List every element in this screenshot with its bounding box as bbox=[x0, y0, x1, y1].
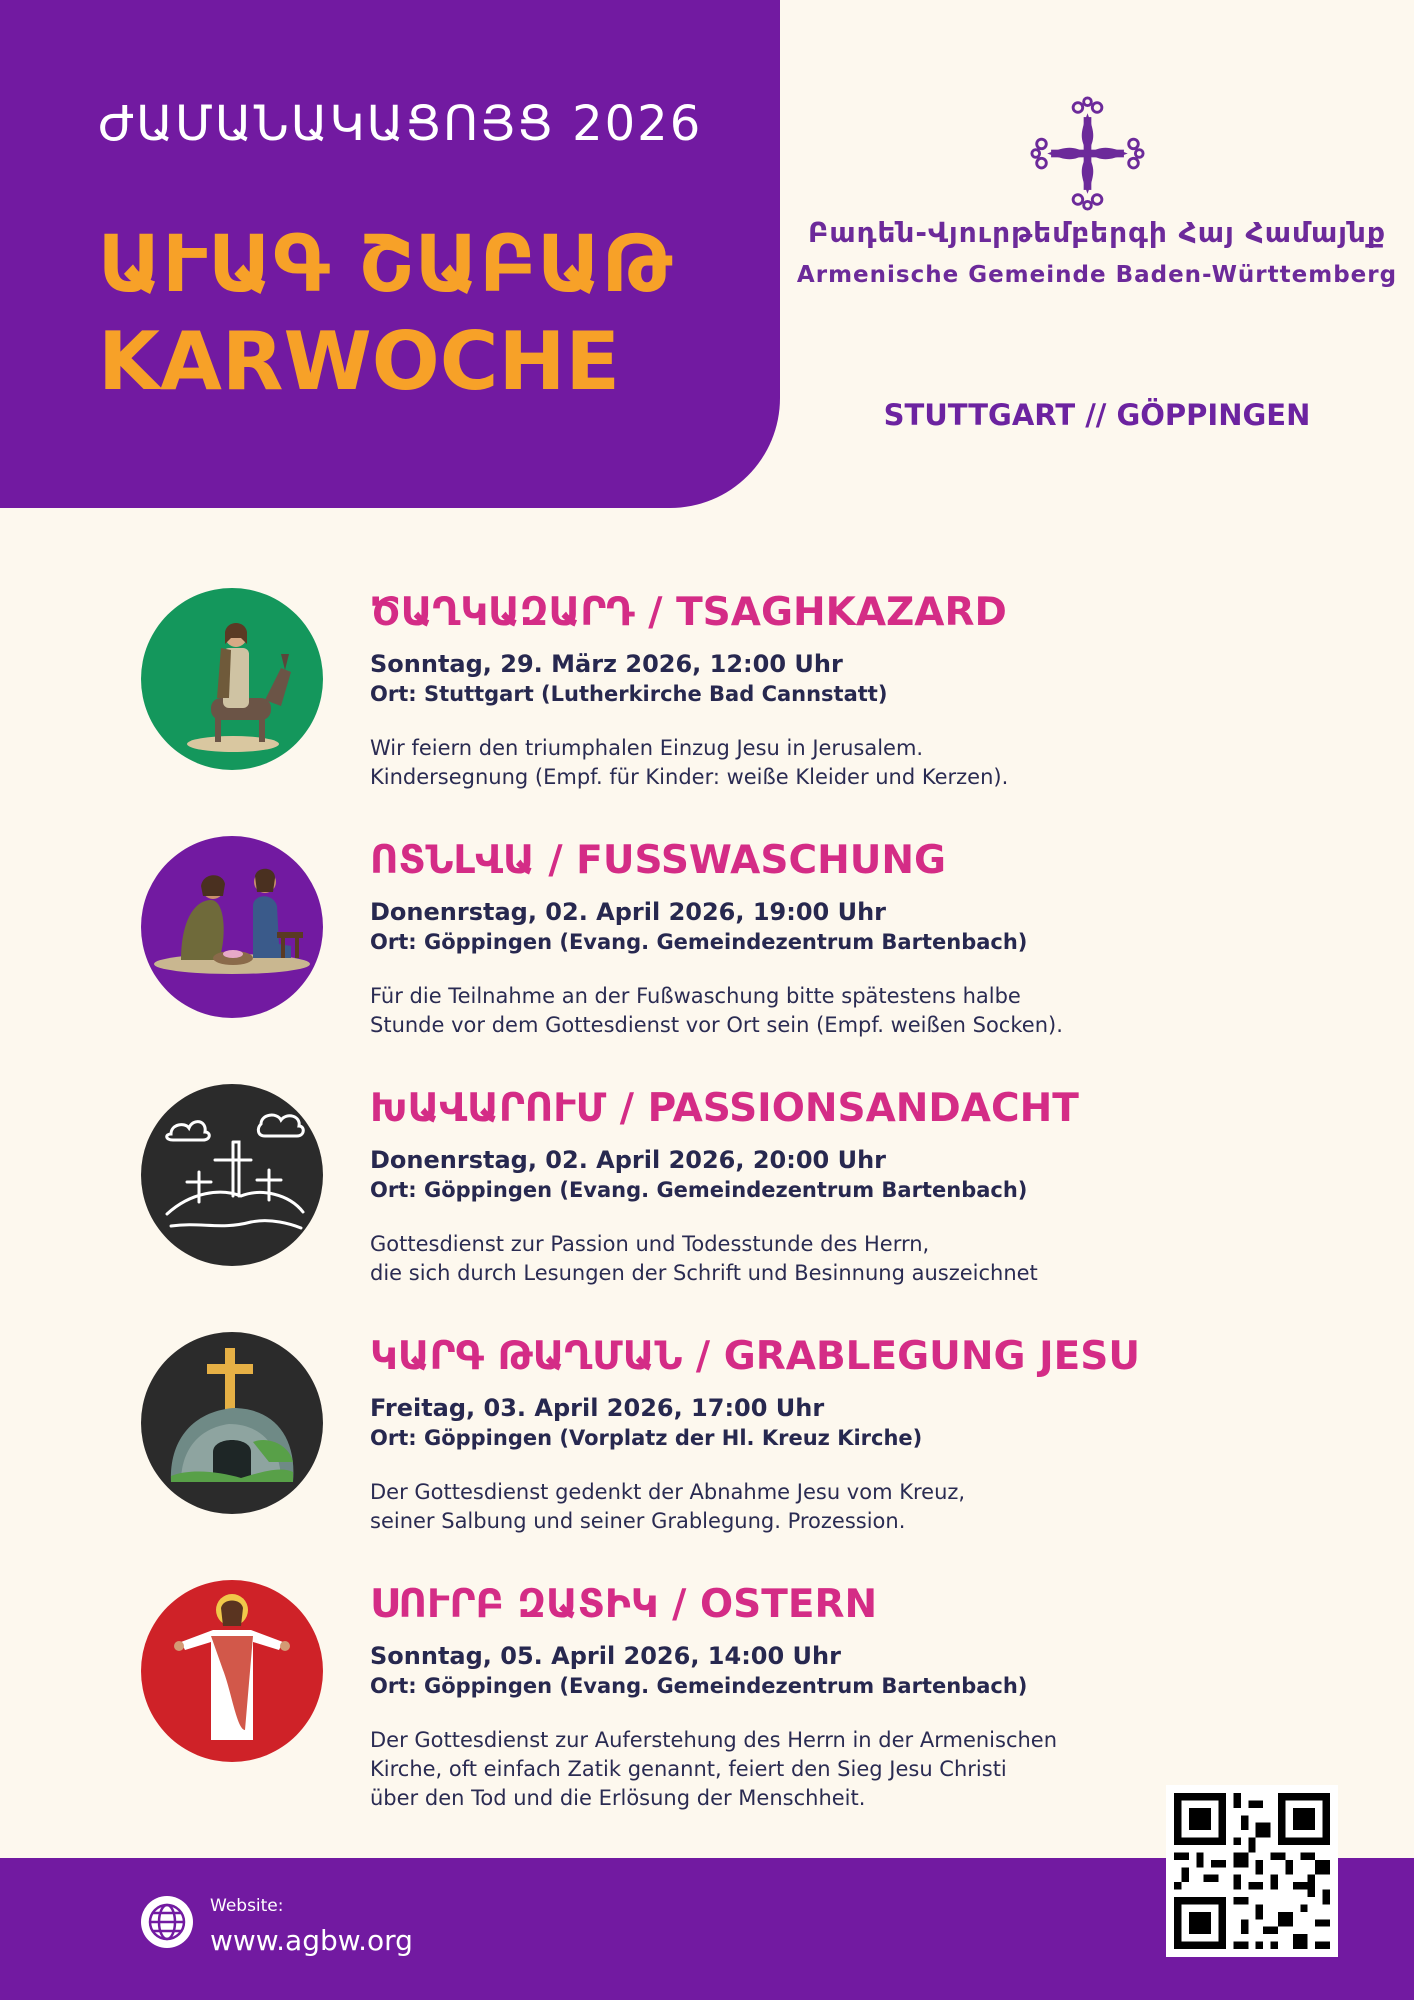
event-description bbox=[370, 982, 1063, 1040]
title-german: KARWOCHE bbox=[98, 315, 621, 408]
org-name-armenian: Բադեն-Վյուրթեմբերգի Հայ Համայնք bbox=[807, 216, 1387, 249]
event-title: ՍՈՒՐԲ ԶԱՏԻԿ / OSTERN bbox=[370, 1582, 878, 1627]
event-description-line: Gottesdienst zur Passion und Todesstunde des Herrn, bbox=[370, 1232, 930, 1256]
event-description-line: Der Gottesdienst gedenkt der Abnahme Jesu vom Kreuz, bbox=[370, 1480, 966, 1504]
event-description bbox=[370, 734, 1008, 792]
event-item bbox=[0, 836, 1414, 1036]
event-date: Sonntag, 05. April 2026, 14:00 Uhr bbox=[370, 1642, 841, 1670]
event-description-line: über den Tod und die Erlösung der Menschheit. bbox=[370, 1786, 866, 1810]
event-date: Freitag, 03. April 2026, 17:00 Uhr bbox=[370, 1394, 825, 1422]
event-place: Ort: Stuttgart (Lutherkirche Bad Cannstatt) bbox=[370, 682, 888, 706]
event-description-line: seiner Salbung und seiner Grablegung. Prozession. bbox=[370, 1509, 906, 1533]
event-date: Sonntag, 29. März 2026, 12:00 Uhr bbox=[370, 650, 843, 678]
event-description-line: Kindersegnung (Empf. für Kinder: weiße Kleider und Kerzen). bbox=[370, 765, 1009, 789]
event-item bbox=[0, 588, 1414, 788]
event-description-line: Stunde vor dem Gottesdienst vor Ort sein (Empf. weißen Socken). bbox=[370, 1013, 1063, 1037]
event-description bbox=[370, 1726, 1057, 1813]
event-description-line: Der Gottesdienst zur Auferstehung des Herrn in der Armenischen bbox=[370, 1728, 1058, 1752]
event-title: ԾԱՂԿԱԶԱՐԴ / TSAGHKAZARD bbox=[370, 590, 1007, 635]
header-banner bbox=[0, 0, 780, 508]
event-title: ԿԱՐԳ ԹԱՂՄԱՆ / GRABLEGUNG JESU bbox=[370, 1334, 1140, 1379]
org-name-german: Armenische Gemeinde Baden-Württemberg bbox=[796, 262, 1398, 288]
event-description-line: die sich durch Lesungen der Schrift und Besinnung auszeichnet bbox=[370, 1261, 1038, 1285]
globe-icon bbox=[141, 1896, 193, 1948]
event-title: ՈՏՆԼՎԱ / FUSSWASCHUNG bbox=[370, 838, 947, 883]
event-description-line: Kirche, oft einfach Zatik genannt, feiert den Sieg Jesu Christi bbox=[370, 1757, 1007, 1781]
schedule-kicker: ԺԱՄԱՆԱԿԱՑՈՅՑ 2026 bbox=[98, 96, 703, 152]
event-title: ԽԱՎԱՐՈՒՄ / PASSIONSANDACHT bbox=[370, 1086, 1079, 1131]
three-crosses-icon bbox=[141, 1084, 323, 1266]
event-description bbox=[370, 1478, 965, 1536]
event-description bbox=[370, 1230, 1038, 1288]
event-date: Donenrstag, 02. April 2026, 20:00 Uhr bbox=[370, 1146, 886, 1174]
website-label: Website: bbox=[210, 1896, 284, 1916]
event-description-line: Wir feiern den triumphalen Einzug Jesu in Jerusalem. bbox=[370, 736, 924, 760]
tomb-with-cross-icon bbox=[141, 1332, 323, 1514]
website-link[interactable]: www.agbw.org bbox=[210, 1924, 413, 1957]
event-place: Ort: Göppingen (Evang. Gemeindezentrum Bartenbach) bbox=[370, 1178, 1028, 1202]
event-description-line: Für die Teilnahme an der Fußwaschung bitte spätestens halbe bbox=[370, 984, 1021, 1008]
risen-jesus-icon bbox=[141, 1580, 323, 1762]
event-date: Donenrstag, 02. April 2026, 19:00 Uhr bbox=[370, 898, 886, 926]
event-place: Ort: Göppingen (Vorplatz der Hl. Kreuz Kirche) bbox=[370, 1426, 923, 1450]
event-place: Ort: Göppingen (Evang. Gemeindezentrum Bartenbach) bbox=[370, 1674, 1028, 1698]
event-place: Ort: Göppingen (Evang. Gemeindezentrum Bartenbach) bbox=[370, 930, 1028, 954]
event-item bbox=[0, 1084, 1414, 1284]
city-line: STUTTGART // GÖPPINGEN bbox=[883, 398, 1311, 432]
qr-code-icon[interactable] bbox=[1166, 1785, 1338, 1957]
armenian-cross-icon bbox=[1030, 96, 1145, 211]
title-armenian: ԱՒԱԳ ՇԱԲԱԹ bbox=[98, 220, 674, 310]
foot-washing-icon bbox=[141, 836, 323, 1018]
jesus-on-donkey-icon bbox=[141, 588, 323, 770]
event-item bbox=[0, 1332, 1414, 1532]
event-item bbox=[0, 1580, 1414, 1810]
